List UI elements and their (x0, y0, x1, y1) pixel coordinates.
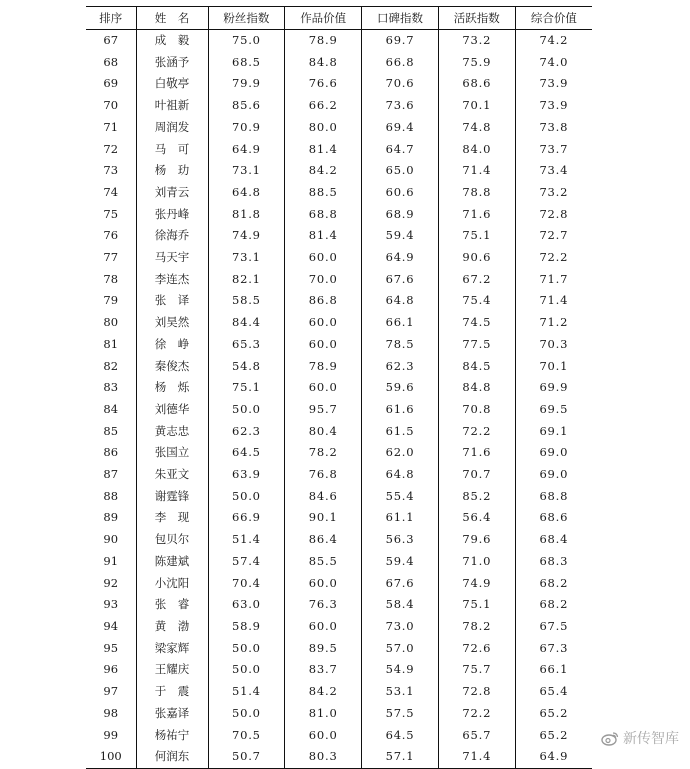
cell-work-value: 78.2 (285, 442, 362, 464)
cell-work-value: 60.0 (285, 247, 362, 269)
table-row (86, 529, 592, 551)
cell-reputation-index: 61.1 (362, 507, 439, 529)
cell-overall-value: 72.7 (515, 225, 592, 247)
cell-fan-index: 62.3 (208, 421, 285, 443)
table-row (86, 594, 592, 616)
cell-overall-value: 70.1 (515, 356, 592, 378)
cell-activity-index: 72.2 (438, 421, 515, 443)
cell-rank: 93 (103, 597, 119, 612)
cell-reputation-index: 67.6 (362, 573, 439, 595)
cell-activity-index: 75.1 (438, 594, 515, 616)
cell-name: 杨 玏 (136, 160, 208, 182)
cell-work-value: 76.3 (285, 594, 362, 616)
cell-rank: 85 (103, 423, 119, 438)
cell-name: 张 译 (136, 290, 208, 312)
cell-reputation-index: 55.4 (362, 486, 439, 508)
header-reputation-index: 口碑指数 (362, 7, 439, 30)
cell-fan-index: 73.1 (208, 160, 285, 182)
cell-reputation-index: 56.3 (362, 529, 439, 551)
cell-fan-index: 50.7 (208, 746, 285, 768)
table-row (86, 204, 592, 226)
cell-reputation-index: 57.5 (362, 703, 439, 725)
cell-name: 王耀庆 (136, 659, 208, 681)
cell-activity-index: 71.0 (438, 551, 515, 573)
cell-overall-value: 65.2 (515, 703, 592, 725)
cell-reputation-index: 59.4 (362, 225, 439, 247)
cell-work-value: 88.5 (285, 182, 362, 204)
cell-overall-value: 68.2 (515, 594, 592, 616)
cell-name: 马天宇 (136, 247, 208, 269)
table-header-row (86, 7, 592, 30)
cell-fan-index: 58.5 (208, 290, 285, 312)
table-row (86, 247, 592, 269)
table-row (86, 746, 592, 768)
cell-activity-index: 73.2 (438, 30, 515, 52)
cell-work-value: 68.8 (285, 204, 362, 226)
cell-fan-index: 50.0 (208, 638, 285, 660)
cell-name: 张嘉译 (136, 703, 208, 725)
cell-rank: 76 (103, 228, 119, 243)
cell-name: 黄 渤 (136, 616, 208, 638)
cell-rank: 94 (103, 618, 119, 633)
cell-rank: 88 (103, 488, 119, 503)
cell-reputation-index: 69.7 (362, 30, 439, 52)
cell-activity-index: 77.5 (438, 334, 515, 356)
cell-overall-value: 73.7 (515, 139, 592, 161)
table-row (86, 442, 592, 464)
cell-name: 张丹峰 (136, 204, 208, 226)
cell-reputation-index: 58.4 (362, 594, 439, 616)
cell-work-value: 83.7 (285, 659, 362, 681)
cell-rank: 90 (103, 532, 119, 547)
cell-rank: 87 (103, 467, 119, 482)
header-overall-value: 综合价值 (515, 7, 592, 30)
cell-overall-value: 69.5 (515, 399, 592, 421)
table-row (86, 703, 592, 725)
cell-name: 刘德华 (136, 399, 208, 421)
cell-activity-index: 74.8 (438, 117, 515, 139)
cell-work-value: 80.3 (285, 746, 362, 768)
cell-name: 刘昊然 (136, 312, 208, 334)
cell-reputation-index: 64.8 (362, 290, 439, 312)
cell-activity-index: 65.7 (438, 725, 515, 747)
cell-name: 谢霆锋 (136, 486, 208, 508)
cell-fan-index: 70.9 (208, 117, 285, 139)
cell-reputation-index: 57.0 (362, 638, 439, 660)
cell-fan-index: 58.9 (208, 616, 285, 638)
table-row (86, 399, 592, 421)
cell-name: 叶祖新 (136, 95, 208, 117)
table-row (86, 117, 592, 139)
cell-overall-value: 74.2 (515, 30, 592, 52)
table-row (86, 421, 592, 443)
cell-overall-value: 68.3 (515, 551, 592, 573)
cell-rank: 86 (103, 445, 119, 460)
cell-work-value: 60.0 (285, 312, 362, 334)
cell-overall-value: 71.4 (515, 290, 592, 312)
cell-rank: 78 (103, 271, 119, 286)
cell-name: 刘青云 (136, 182, 208, 204)
cell-rank: 73 (103, 163, 119, 178)
cell-fan-index: 66.9 (208, 507, 285, 529)
cell-overall-value: 69.0 (515, 442, 592, 464)
cell-reputation-index: 54.9 (362, 659, 439, 681)
cell-rank: 74 (103, 184, 119, 199)
watermark (598, 727, 682, 749)
cell-fan-index: 57.4 (208, 551, 285, 573)
cell-reputation-index: 61.6 (362, 399, 439, 421)
cell-rank: 100 (99, 749, 122, 764)
cell-activity-index: 75.7 (438, 659, 515, 681)
cell-fan-index: 65.3 (208, 334, 285, 356)
cell-reputation-index: 66.8 (362, 52, 439, 74)
cell-activity-index: 75.9 (438, 52, 515, 74)
cell-fan-index: 54.8 (208, 356, 285, 378)
table-row (86, 507, 592, 529)
cell-activity-index: 56.4 (438, 507, 515, 529)
cell-name: 黄志忠 (136, 421, 208, 443)
cell-rank: 84 (103, 401, 119, 416)
cell-reputation-index: 59.6 (362, 377, 439, 399)
cell-reputation-index: 60.6 (362, 182, 439, 204)
cell-name: 何润东 (136, 746, 208, 768)
cell-work-value: 86.8 (285, 290, 362, 312)
cell-rank: 68 (103, 54, 119, 69)
header-rank: 排序 (99, 11, 123, 25)
cell-name: 张国立 (136, 442, 208, 464)
cell-rank: 71 (103, 119, 119, 134)
cell-activity-index: 72.2 (438, 703, 515, 725)
table-row (86, 725, 592, 747)
table-row (86, 334, 592, 356)
cell-fan-index: 51.4 (208, 529, 285, 551)
cell-overall-value: 73.9 (515, 95, 592, 117)
cell-overall-value: 68.2 (515, 573, 592, 595)
cell-overall-value: 64.9 (515, 746, 592, 768)
cell-work-value: 84.8 (285, 52, 362, 74)
table-row (86, 95, 592, 117)
table-row (86, 269, 592, 291)
cell-overall-value: 73.2 (515, 182, 592, 204)
cell-overall-value: 74.0 (515, 52, 592, 74)
watermark-text: 新传智库 (623, 731, 679, 747)
table-row (86, 30, 592, 52)
cell-overall-value: 73.4 (515, 160, 592, 182)
cell-work-value: 84.2 (285, 160, 362, 182)
table-row (86, 573, 592, 595)
cell-name: 李连杰 (136, 269, 208, 291)
cell-reputation-index: 73.6 (362, 95, 439, 117)
cell-rank: 95 (103, 640, 119, 655)
cell-rank: 81 (103, 336, 119, 351)
cell-work-value: 89.5 (285, 638, 362, 660)
cell-name: 杨 烁 (136, 377, 208, 399)
table-row (86, 638, 592, 660)
cell-overall-value: 65.4 (515, 681, 592, 703)
cell-activity-index: 78.2 (438, 616, 515, 638)
cell-activity-index: 70.7 (438, 464, 515, 486)
cell-fan-index: 75.1 (208, 377, 285, 399)
cell-fan-index: 63.0 (208, 594, 285, 616)
cell-overall-value: 72.8 (515, 204, 592, 226)
cell-activity-index: 75.4 (438, 290, 515, 312)
cell-activity-index: 84.8 (438, 377, 515, 399)
cell-reputation-index: 62.3 (362, 356, 439, 378)
cell-name: 徐海乔 (136, 225, 208, 247)
cell-reputation-index: 69.4 (362, 117, 439, 139)
cell-activity-index: 70.8 (438, 399, 515, 421)
cell-overall-value: 67.5 (515, 616, 592, 638)
cell-work-value: 81.0 (285, 703, 362, 725)
table-row (86, 377, 592, 399)
header-work-value: 作品价值 (285, 7, 362, 30)
table-row (86, 52, 592, 74)
cell-work-value: 78.9 (285, 356, 362, 378)
cell-work-value: 66.2 (285, 95, 362, 117)
cell-rank: 72 (103, 141, 119, 156)
cell-reputation-index: 65.0 (362, 160, 439, 182)
cell-fan-index: 50.0 (208, 486, 285, 508)
cell-work-value: 95.7 (285, 399, 362, 421)
cell-reputation-index: 66.1 (362, 312, 439, 334)
cell-work-value: 60.0 (285, 377, 362, 399)
cell-fan-index: 64.9 (208, 139, 285, 161)
cell-reputation-index: 78.5 (362, 334, 439, 356)
cell-work-value: 80.4 (285, 421, 362, 443)
cell-name: 陈建斌 (136, 551, 208, 573)
cell-fan-index: 70.5 (208, 725, 285, 747)
cell-rank: 99 (103, 727, 119, 742)
cell-activity-index: 74.9 (438, 573, 515, 595)
cell-activity-index: 84.5 (438, 356, 515, 378)
cell-rank: 70 (103, 98, 119, 113)
cell-work-value: 60.0 (285, 725, 362, 747)
table-row (86, 182, 592, 204)
cell-rank: 79 (103, 293, 119, 308)
cell-overall-value: 72.2 (515, 247, 592, 269)
header-fan-index: 粉丝指数 (208, 7, 285, 30)
cell-name: 张涵予 (136, 52, 208, 74)
cell-rank: 96 (103, 662, 119, 677)
cell-work-value: 78.9 (285, 30, 362, 52)
cell-work-value: 80.0 (285, 117, 362, 139)
cell-activity-index: 71.4 (438, 160, 515, 182)
cell-fan-index: 84.4 (208, 312, 285, 334)
cell-fan-index: 70.4 (208, 573, 285, 595)
table-row (86, 356, 592, 378)
cell-work-value: 84.2 (285, 681, 362, 703)
cell-reputation-index: 64.9 (362, 247, 439, 269)
cell-activity-index: 71.4 (438, 746, 515, 768)
table-row (86, 290, 592, 312)
cell-fan-index: 64.5 (208, 442, 285, 464)
cell-overall-value: 68.8 (515, 486, 592, 508)
cell-work-value: 70.0 (285, 269, 362, 291)
cell-reputation-index: 62.0 (362, 442, 439, 464)
table-row (86, 312, 592, 334)
cell-fan-index: 68.5 (208, 52, 285, 74)
cell-fan-index: 64.8 (208, 182, 285, 204)
cell-reputation-index: 67.6 (362, 269, 439, 291)
cell-activity-index: 74.5 (438, 312, 515, 334)
cell-overall-value: 65.2 (515, 725, 592, 747)
cell-fan-index: 75.0 (208, 30, 285, 52)
cell-name: 徐 峥 (136, 334, 208, 356)
cell-overall-value: 70.3 (515, 334, 592, 356)
cell-reputation-index: 70.6 (362, 73, 439, 95)
cell-work-value: 76.8 (285, 464, 362, 486)
table-row (86, 73, 592, 95)
table-row (86, 464, 592, 486)
cell-rank: 98 (103, 705, 119, 720)
cell-overall-value: 73.9 (515, 73, 592, 95)
cell-work-value: 76.6 (285, 73, 362, 95)
cell-overall-value: 67.3 (515, 638, 592, 660)
cell-rank: 92 (103, 575, 119, 590)
cell-name: 马 可 (136, 139, 208, 161)
cell-activity-index: 78.8 (438, 182, 515, 204)
cell-overall-value: 66.1 (515, 659, 592, 681)
cell-name: 周润发 (136, 117, 208, 139)
cell-reputation-index: 59.4 (362, 551, 439, 573)
cell-name: 秦俊杰 (136, 356, 208, 378)
cell-work-value: 85.5 (285, 551, 362, 573)
table-row (86, 616, 592, 638)
cell-work-value: 60.0 (285, 573, 362, 595)
cell-name: 包贝尔 (136, 529, 208, 551)
cell-fan-index: 51.4 (208, 681, 285, 703)
cell-activity-index: 90.6 (438, 247, 515, 269)
cell-activity-index: 71.6 (438, 204, 515, 226)
cell-reputation-index: 68.9 (362, 204, 439, 226)
cell-fan-index: 79.9 (208, 73, 285, 95)
cell-overall-value: 71.2 (515, 312, 592, 334)
header-activity-index: 活跃指数 (438, 7, 515, 30)
cell-fan-index: 74.9 (208, 225, 285, 247)
cell-reputation-index: 64.7 (362, 139, 439, 161)
cell-name: 梁家辉 (136, 638, 208, 660)
table-row (86, 681, 592, 703)
cell-name: 于 震 (136, 681, 208, 703)
table-row (86, 225, 592, 247)
cell-fan-index: 81.8 (208, 204, 285, 226)
cell-fan-index: 50.0 (208, 703, 285, 725)
ranking-table (86, 6, 592, 769)
cell-rank: 67 (103, 33, 119, 47)
cell-overall-value: 73.8 (515, 117, 592, 139)
cell-activity-index: 84.0 (438, 139, 515, 161)
cell-activity-index: 71.6 (438, 442, 515, 464)
cell-reputation-index: 53.1 (362, 681, 439, 703)
cell-overall-value: 71.7 (515, 269, 592, 291)
cell-activity-index: 70.1 (438, 95, 515, 117)
cell-overall-value: 69.9 (515, 377, 592, 399)
cell-activity-index: 85.2 (438, 486, 515, 508)
cell-fan-index: 73.1 (208, 247, 285, 269)
cell-reputation-index: 64.5 (362, 725, 439, 747)
table-row (86, 486, 592, 508)
cell-activity-index: 72.6 (438, 638, 515, 660)
cell-work-value: 60.0 (285, 334, 362, 356)
weibo-icon (601, 731, 619, 746)
table-row (86, 659, 592, 681)
cell-overall-value: 69.1 (515, 421, 592, 443)
cell-reputation-index: 73.0 (362, 616, 439, 638)
cell-activity-index: 72.8 (438, 681, 515, 703)
header-name: 姓 名 (136, 7, 208, 30)
cell-work-value: 60.0 (285, 616, 362, 638)
cell-rank: 69 (103, 76, 119, 91)
cell-rank: 91 (103, 553, 119, 568)
cell-rank: 82 (103, 358, 119, 373)
cell-fan-index: 63.9 (208, 464, 285, 486)
table-row (86, 139, 592, 161)
cell-name: 杨祐宁 (136, 725, 208, 747)
cell-fan-index: 50.0 (208, 659, 285, 681)
cell-activity-index: 67.2 (438, 269, 515, 291)
cell-name: 白敬亭 (136, 73, 208, 95)
cell-fan-index: 82.1 (208, 269, 285, 291)
table-body (86, 30, 592, 769)
cell-rank: 83 (103, 380, 119, 395)
table-row (86, 160, 592, 182)
cell-rank: 75 (103, 206, 119, 221)
cell-name: 成 毅 (136, 30, 208, 52)
table-row (86, 551, 592, 573)
cell-name: 小沈阳 (136, 573, 208, 595)
cell-fan-index: 85.6 (208, 95, 285, 117)
cell-reputation-index: 64.8 (362, 464, 439, 486)
cell-reputation-index: 61.5 (362, 421, 439, 443)
cell-overall-value: 68.6 (515, 507, 592, 529)
cell-rank: 80 (103, 315, 119, 330)
cell-fan-index: 50.0 (208, 399, 285, 421)
cell-activity-index: 79.6 (438, 529, 515, 551)
cell-overall-value: 69.0 (515, 464, 592, 486)
cell-work-value: 90.1 (285, 507, 362, 529)
cell-overall-value: 68.4 (515, 529, 592, 551)
cell-name: 朱亚文 (136, 464, 208, 486)
cell-activity-index: 75.1 (438, 225, 515, 247)
cell-name: 张 睿 (136, 594, 208, 616)
cell-work-value: 81.4 (285, 139, 362, 161)
cell-rank: 77 (103, 250, 119, 265)
cell-rank: 89 (103, 510, 119, 525)
cell-work-value: 81.4 (285, 225, 362, 247)
cell-activity-index: 68.6 (438, 73, 515, 95)
cell-reputation-index: 57.1 (362, 746, 439, 768)
cell-name: 李 现 (136, 507, 208, 529)
cell-rank: 97 (103, 684, 119, 699)
cell-work-value: 86.4 (285, 529, 362, 551)
cell-work-value: 84.6 (285, 486, 362, 508)
